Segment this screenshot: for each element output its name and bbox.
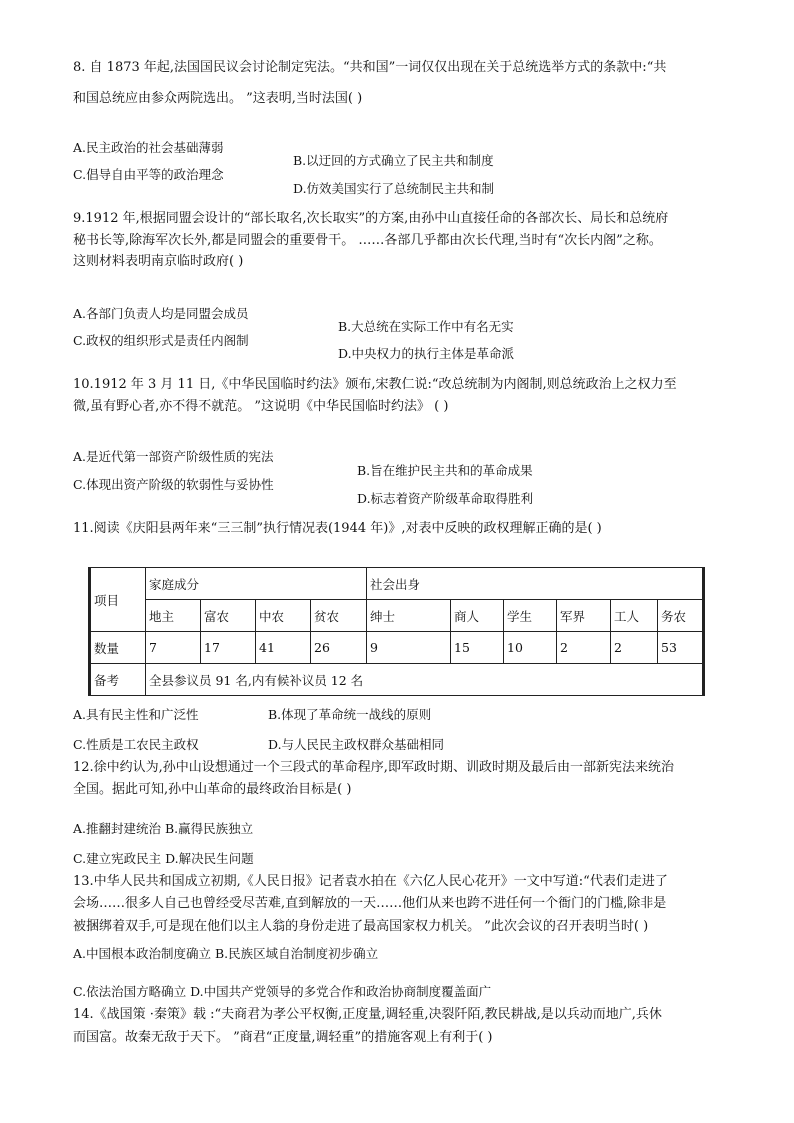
- table-header-item: 项目: [90, 568, 146, 632]
- q12-options-cd[interactable]: C.建立宪政民主 D.解决民生问题: [73, 851, 254, 866]
- table-cell: 41: [256, 632, 311, 664]
- q12-stem-line1: 12.徐中约认为,孙中山设想通过一个三段式的革命程序,即军政时期、训政时期及最后由一部新宪法来统治: [73, 760, 674, 775]
- q10-option-d[interactable]: D.标志着资产阶级革命取得胜利: [357, 491, 534, 506]
- table-cell: 2: [557, 632, 611, 664]
- table-col-social: 商人: [451, 600, 504, 632]
- table-col-social: 务农: [658, 600, 704, 632]
- table-col-family: 地主: [146, 600, 201, 632]
- q8-option-a[interactable]: A.民主政治的社会基础薄弱: [73, 140, 224, 155]
- table-col-social: 绅士: [367, 600, 451, 632]
- table-col-family: 中农: [256, 600, 311, 632]
- sanshan-table: [88, 567, 705, 696]
- q13-stem-line1: 13.中华人民共和国成立初期,《人民日报》记者袁水拍在《六亿人民心花开》一文中写道:“代表们走进了: [73, 874, 668, 889]
- q14-stem-line1: 14.《战国策 ·秦策》载 :“夫商君为孝公平权衡,正度量,调轻重,决裂阡陌,教民耕战,是以兵动而地广,兵休: [73, 1007, 662, 1022]
- q9-stem-line1: 9.1912 年,根据同盟会设计的“部长取名,次长取实”的方案,由孙中山直接任命的各部次长、局长和总统府: [73, 211, 669, 226]
- q8-stem-line1: 8. 自 1873 年起,法国国民议会讨论制定宪法。“共和国”一词仅仅出现在关于总统选举方式的条款中:“共: [73, 60, 667, 75]
- q8-option-b[interactable]: B.以迂回的方式确立了民主共和制度: [293, 153, 494, 168]
- table-col-family: 富农: [201, 600, 256, 632]
- q10-stem-line1: 10.1912 年 3 月 11 日,《中华民国临时约法》颁布,宋教仁说:“改总统制为内阁制,则总统政治上之权力至: [73, 377, 677, 392]
- table-row-count-label: 数量: [90, 632, 146, 664]
- q12-stem-line2: 全国。据此可知,孙中山革命的最终政治目标是( ): [73, 782, 352, 797]
- q11-option-d[interactable]: D.与人民民主政权群众基础相同: [268, 737, 445, 752]
- table-cell: 26: [311, 632, 367, 664]
- table-cell: 53: [658, 632, 704, 664]
- q13-options-cd[interactable]: C.依法治国方略确立 D.中国共产党领导的多党合作和政治协商制度覆盖面广: [73, 984, 492, 999]
- q13-stem-line2: 会场……很多人自己也曾经受尽苦难,直到解放的一天……他们从来也跨不进任何一个衙门的门槛,除非是: [73, 896, 667, 911]
- table-header-social: 社会出身: [367, 568, 704, 600]
- table-header-family: 家庭成分: [146, 568, 367, 600]
- q9-option-b[interactable]: B.大总统在实际工作中有名无实: [338, 319, 514, 334]
- q8-stem-line2: 和国总统应由参众两院选出。 ”这表明,当时法国( ): [73, 91, 363, 106]
- q14-stem-line2: 而国富。故秦无敌于天下。 ”商君“正度量,调轻重”的措施客观上有利于( ): [73, 1030, 493, 1045]
- q8-option-d[interactable]: D.仿效美国实行了总统制民主共和制: [293, 181, 495, 196]
- q10-option-a[interactable]: A.是近代第一部资产阶级性质的宪法: [73, 449, 274, 464]
- table-cell: 9: [367, 632, 451, 664]
- q10-option-b[interactable]: B.旨在维护民主共和的革命成果: [357, 463, 533, 478]
- q11-option-c[interactable]: C.性质是工农民主政权: [73, 737, 199, 752]
- q11-option-b[interactable]: B.体现了革命统一战线的原则: [268, 707, 432, 722]
- q13-stem-line3: 被捆绑着双手,可是现在他们以主人翁的身份走进了最高国家权力机关。 ”此次会议的召开表明当时( ): [73, 919, 649, 934]
- table-col-social: 学生: [504, 600, 557, 632]
- table-row-note-label: 备考: [90, 664, 146, 696]
- q9-option-c[interactable]: C.政权的组织形式是责任内阁制: [73, 333, 249, 348]
- q10-stem-line2: 微,虽有野心者,亦不得不就范。 ”这说明《中华民国临时约法》 ( ): [73, 399, 449, 414]
- q12-options-ab[interactable]: A.推翻封建统治 B.赢得民族独立: [73, 821, 254, 836]
- q9-option-a[interactable]: A.各部门负责人均是同盟会成员: [73, 306, 249, 321]
- q9-option-d[interactable]: D.中央权力的执行主体是革命派: [338, 346, 515, 361]
- table-cell: 2: [611, 632, 658, 664]
- q11-option-a[interactable]: A.具有民主性和广泛性: [73, 707, 199, 722]
- table-note: 全县参议员 91 名,内有候补议员 12 名: [146, 664, 704, 696]
- table-cell: 7: [146, 632, 201, 664]
- q8-option-c[interactable]: C.倡导自由平等的政治理念: [73, 167, 224, 182]
- q13-options-ab[interactable]: A.中国根本政治制度确立 B.民族区域自治制度初步确立: [73, 946, 379, 961]
- table-col-family: 贫农: [311, 600, 367, 632]
- q9-stem-line3: 这则材料表明南京临时政府( ): [73, 254, 244, 269]
- q11-stem-line1: 11.阅读《庆阳县两年来“三三制”执行情况表(1944 年)》,对表中反映的政权理解正确的是( ): [73, 521, 602, 536]
- table-col-social: 军界: [557, 600, 611, 632]
- table-col-social: 工人: [611, 600, 658, 632]
- q10-option-c[interactable]: C.体现出资产阶级的软弱性与妥协性: [73, 477, 274, 492]
- table-cell: 15: [451, 632, 504, 664]
- table-cell: 10: [504, 632, 557, 664]
- table-cell: 17: [201, 632, 256, 664]
- q9-stem-line2: 秘书长等,除海军次长外,都是同盟会的重要骨干。 ……各部几乎都由次长代理,当时有“次长内阁”之称。: [73, 233, 662, 248]
